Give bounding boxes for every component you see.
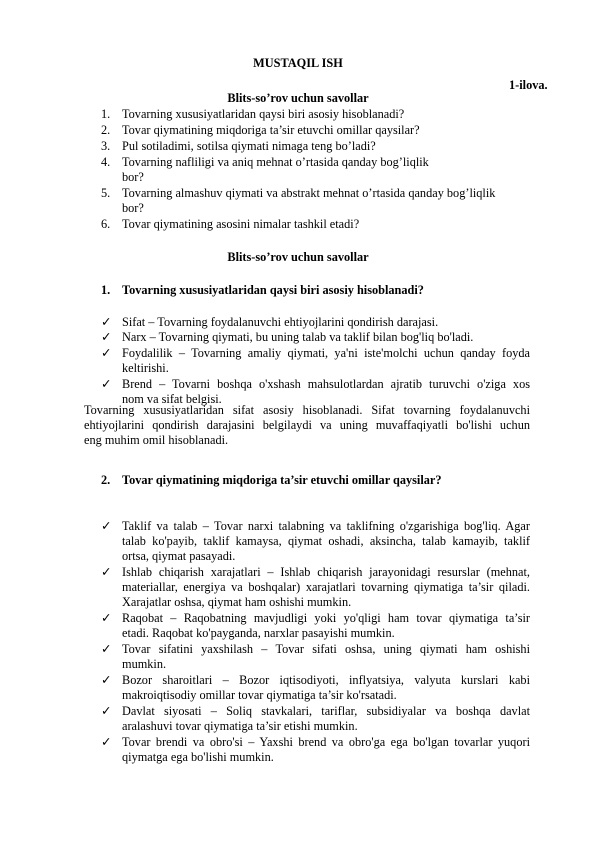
- bullet-line: mumkin.: [122, 657, 167, 672]
- list-number: 4.: [101, 155, 111, 169]
- bullet-line: Narx – Tovarning qiymati, bu uning talab va taklif bilan bog'liq bo'ladi.: [122, 330, 474, 345]
- list-heading: Blits-so’rov uchun savollar: [227, 91, 369, 105]
- list-item: Tovarning xususiyatlaridan qaysi biri asosiy hisoblanadi?: [122, 107, 405, 121]
- list-item: Tovar qiymatining miqdoriga ta’sir etuvchi omillar qaysilar?: [122, 123, 420, 137]
- bullet-line: Xarajatlar oshsa, qiymat ham oshishi mumkin.: [122, 595, 352, 610]
- bullet-line: makroiqtisodiy omillar tovar qiymatiga ta’sir ko'rsatadi.: [122, 688, 397, 702]
- bullet-line: aralashuvi tovar qiymatiga ta’sir etishi mumkin.: [122, 718, 358, 733]
- question-title: Tovar qiymatining miqdoriga ta’sir etuvchi omillar qaysilar?: [122, 473, 442, 487]
- checkmark-icon: ✓: [101, 611, 112, 626]
- paragraph-line: Tovarning xususiyatlaridan sifat asosiy hisoblanadi. Sifat tovarning foydalanuvchi: [84, 403, 530, 417]
- list-number: 6.: [101, 217, 111, 231]
- bullet-line: Davlat siyosati – Soliq stavkalari, tariflar, subsidiyalar va boshqa davlat: [122, 703, 530, 718]
- bullet-line: Bozor sharoitlari – Bozor iqtisodiyoti, inflyatsiya, valyuta kurslari kabi: [122, 673, 530, 687]
- list-item: Pul sotiladimi, sotilsa qiymati nimaga teng bo’ladi?: [122, 139, 376, 153]
- list-number: 5.: [101, 186, 111, 200]
- checkmark-icon: ✓: [101, 673, 112, 687]
- bullet-line: materiallar, energiya va boshqalar) xarajatlari tovarning qiymatiga ta’sir qiladi.: [122, 580, 530, 595]
- paragraph-line: eng muhim omil hisoblanadi.: [84, 433, 229, 447]
- section-heading: Blits-so’rov uchun savollar: [227, 250, 369, 264]
- question-number: 1.: [101, 283, 111, 297]
- q1-answer-paragraph: [84, 403, 530, 448]
- checkmark-icon: ✓: [101, 565, 112, 580]
- checkmark-icon: ✓: [101, 345, 112, 360]
- bullet-line: Ishlab chiqarish xarajatlari – Ishlab chiqarish jarayonidagi resurslar (mehnat,: [122, 565, 530, 580]
- question-number: 2.: [101, 473, 111, 487]
- list-number: 2.: [101, 123, 111, 137]
- list-item-line: bor?: [122, 201, 144, 215]
- bullet-line: Raqobat – Raqobatning mavjudligi yoki yo'qligi ham tovar qiymatiga ta’sir: [122, 611, 530, 626]
- list-number: 1.: [101, 107, 111, 121]
- paragraph-line: ehtiyojlarini qondirish darajasini belgilaydi va uning muvaffaqiyatli bo'lishi uchun: [84, 418, 530, 432]
- page-title: MUSTAQIL ISH: [253, 56, 343, 70]
- bullet-line: nom va sifat belgisi.: [122, 391, 222, 406]
- bullet-line: keltirishi.: [122, 360, 169, 375]
- appendix-label: 1-ilova.: [509, 78, 548, 92]
- bullet-line: Taklif va talab – Tovar narxi talabning va taklifning o'zgarishiga bog'liq. Agar: [122, 519, 530, 533]
- bullet-line: Tovar brendi va obro'si – Yaxshi brend va obro'ga ega bo'lgan tovarlar yuqori: [122, 734, 530, 749]
- bullet-line: qiymatga ega bo'lishi mumkin.: [122, 749, 274, 764]
- list-item-line: Tovarning nafliligi va aniq mehnat o’rtasida qanday bog’liqlik: [122, 155, 429, 169]
- checkmark-icon: ✓: [101, 734, 112, 749]
- checkmark-icon: ✓: [101, 376, 112, 391]
- bullet-line: Brend – Tovarni boshqa o'xshash mahsulotlardan ajratib turuvchi o'ziga xos: [122, 376, 530, 391]
- bullet-line: etadi. Raqobat ko'payganda, narxlar pasayishi mumkin.: [122, 626, 395, 641]
- checkmark-icon: ✓: [101, 330, 112, 345]
- question-title: Tovarning xususiyatlaridan qaysi biri asosiy hisoblanadi?: [122, 283, 424, 297]
- bullet-line: ortsa, qiymat pasayadi.: [122, 549, 236, 563]
- checkmark-icon: ✓: [101, 315, 112, 329]
- checkmark-icon: ✓: [101, 519, 112, 533]
- list-item-line: Tovarning almashuv qiymati va abstrakt mehnat o’rtasida qanday bog’liqlik: [122, 186, 496, 200]
- list-item-line: bor?: [122, 170, 144, 184]
- bullet-line: Foydalilik – Tovarning amaliy qiymati, ya'ni iste'molchi uchun qanday foyda: [122, 345, 530, 360]
- checkmark-icon: ✓: [101, 703, 112, 718]
- list-number: 3.: [101, 139, 111, 153]
- bullet-line: talab ko'payib, taklif kamaysa, qiymat oshadi, aksincha, talab kamayib, taklif: [122, 534, 530, 548]
- checkmark-icon: ✓: [101, 642, 112, 657]
- bullet-line: Tovar sifatini yaxshilash – Tovar sifati oshsa, uning qiymati ham oshishi: [122, 642, 530, 657]
- list-item: Tovar qiymatining asosini nimalar tashkil etadi?: [122, 217, 360, 231]
- bullet-line: Sifat – Tovarning foydalanuvchi ehtiyojlarini qondirish darajasi.: [122, 315, 439, 329]
